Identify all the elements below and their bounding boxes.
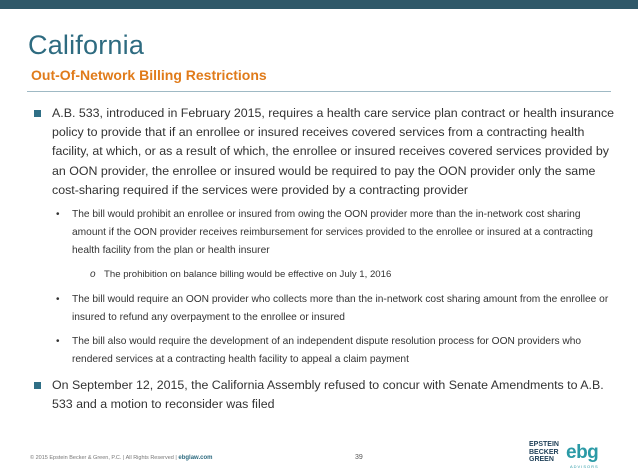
bullet-1	[32, 104, 616, 200]
square-bullet-icon	[34, 110, 41, 117]
sub-bullet-3-text: The bill also would require the development of an independent dispute resolution process for OON providers who rendered services at a contracting health facility to appeal a claim payment	[72, 336, 582, 366]
dot-bullet-icon: •	[56, 336, 60, 348]
sub-sub-bullet-1-text: The prohibition on balance billing would be effective on July 1, 2016	[104, 269, 392, 281]
sub-bullet-2	[52, 291, 616, 327]
logo-line-2: BECKER	[529, 448, 559, 456]
sub-bullet-3	[52, 333, 616, 369]
slide-title: California	[28, 30, 145, 60]
top-accent-bar	[0, 0, 638, 9]
sub-bullet-1-text: The bill would prohibit an enrollee or insured from owing the OON provider more than the in-network cost sharing amount if the OON provider receives reimbursement for services provided to the enrollee or insured at a contracting health facility from the plan or health insurer	[72, 209, 593, 257]
page-number: 39	[355, 454, 363, 461]
sub-bullet-2-text: The bill would require an OON provider who collects more than the in-network cost sharing amount from the enrollee or insured to refund any overpayment to the enrollee or insured	[72, 294, 609, 324]
o-bullet-icon: o	[90, 269, 96, 281]
epstein-becker-green-logo	[529, 441, 557, 466]
sub-sub-bullet-1	[90, 267, 616, 282]
dot-bullet-icon: •	[56, 209, 60, 221]
footer-copyright	[30, 455, 212, 461]
logo-line-1: EPSTEIN	[529, 441, 559, 448]
copyright-text: © 2015 Epstein Becker & Green, P.C. | All Rights Reserved |	[30, 455, 177, 461]
bullet-2	[32, 376, 616, 414]
logo-line-3: GREEN	[529, 456, 554, 463]
title-divider	[27, 91, 611, 92]
advisors-label: ADVISORS	[570, 464, 599, 469]
square-bullet-icon	[34, 382, 41, 389]
sub-bullet-1	[52, 206, 616, 260]
slide-body	[32, 104, 616, 414]
bullet-2-text: On September 12, 2015, the California Assembly refused to concur with Senate Amendments to A.B. 533 and a motion to reconsider was filed	[52, 378, 604, 412]
ebg-advisors-logo: ebg	[566, 442, 599, 463]
bullet-1-text: A.B. 533, introduced in February 2015, requires a health care service plan contract or health insurance policy to provide that if an enrollee or insured receives covered services from a contracting health facility, at which, or as a result of which, the enrollee or insured receives covered services provided by an OON provider, the enrollee or insured would be required to pay the OON provider only the same cost-sharing required if the services were provided by a contracting provider	[52, 106, 615, 197]
dot-bullet-icon: •	[56, 294, 60, 306]
footer-url-link[interactable]: ebglaw.com	[178, 455, 213, 461]
slide-subtitle: Out-Of-Network Billing Restrictions	[31, 67, 267, 83]
